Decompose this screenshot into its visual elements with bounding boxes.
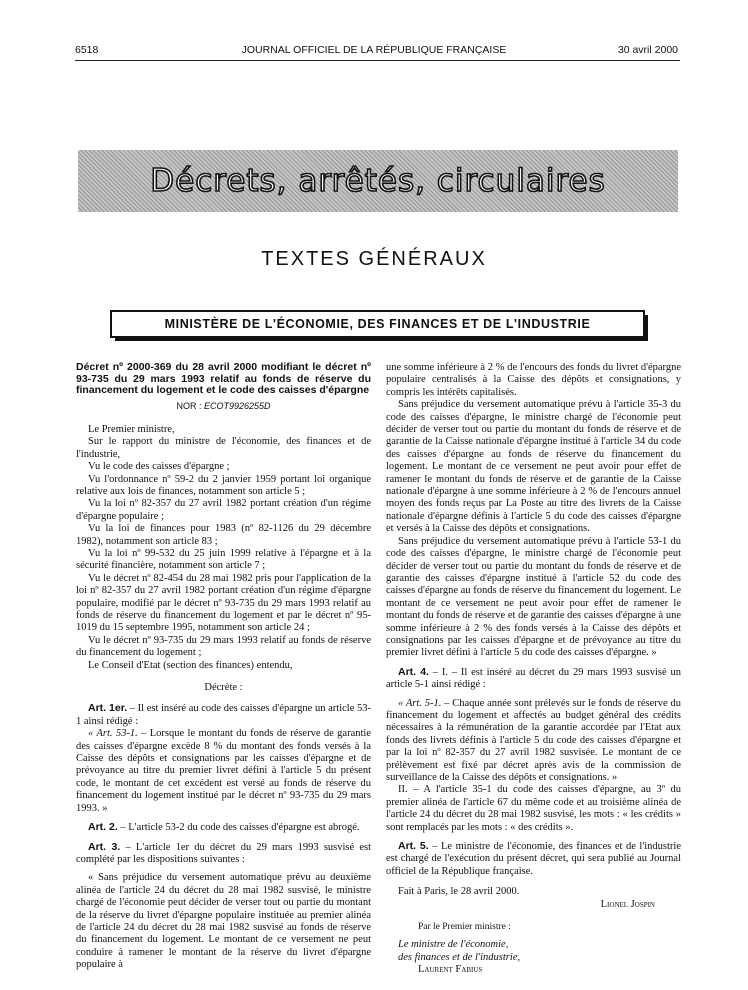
article-3-quote: « Sans préjudice du versement automatique prévu au deuxième alinéa de l'article 24 du décret du 28 mai 1982 susvisé, le ministre chargé de l'économie peut décider de verser tout ou partie du montant de la réserve du livret d'épargne populaire instituée au premier alinéa de l'article 24 du décret du 28 mai 1982 susvisé au fonds de réserve du financement du logement. Le montant de ce versement ne peut conduire à ramener le montant de la réserve du livret d'épargne populaire à (76, 872, 371, 971)
article-2-text: – L'article 53-2 du code des caisses d'épargne est abrogé. (117, 822, 360, 834)
nor-label: NOR : (176, 400, 202, 411)
preamble-line: Vu la loi nº 82-357 du 27 avril 1982 portant création d'un régime d'épargne populaire ; (76, 498, 371, 522)
header-divider (75, 60, 680, 61)
preamble-line: Vu le code des caisses d'épargne ; (88, 461, 230, 473)
article-2-label: Art. 2. (88, 821, 118, 834)
banner-title: Décrets, arrêtés, circulaires (150, 163, 606, 199)
article-5-label: Art. 5. (398, 840, 429, 853)
ministry-box (110, 310, 645, 338)
article-1-quote (76, 728, 371, 815)
article-3 (76, 841, 371, 867)
page-number: 6518 (75, 44, 99, 56)
journal-title: JOURNAL OFFICIEL DE LA RÉPUBLIQUE FRANÇAISE (241, 44, 507, 56)
article-4 (386, 666, 681, 692)
article-1-quote-label: « Art. 53-1. (88, 728, 138, 740)
article-3-quote-continued: une somme inférieure à 2 % de l'encours des fonds du livret d'épargne populaire centralisés à la Caisse des dépôts et consignations, y compris les intérêts capitalisés. (386, 362, 681, 398)
article-4-quote (386, 698, 681, 785)
section-title: TEXTES GÉNÉRAUX (261, 248, 487, 270)
article-1 (76, 702, 371, 728)
signature-place-date: Fait à Paris, le 28 avril 2000. (398, 886, 520, 898)
minister-title: Le ministre de l'économie, (398, 939, 509, 951)
article-5 (386, 840, 681, 878)
preamble-line: Sur le rapport du ministre de l'économie, des finances et de l'industrie, (76, 436, 371, 460)
preamble-line: Vu le décret nº 82-454 du 28 mai 1982 pris pour l'application de la loi nº 82-357 du 27 avril 1982 portant création d'un régime d'épargne populaire, modifié par le décret nº 93-735 du 29 mars 1993 relatif au fonds de réserve du financement du logement et par le décret nº 95-1019 du 15 septembre 1995, notamment son article 24 ; (76, 572, 371, 634)
article-1-quote-text: – Lorsque le montant du fonds de réserve de garantie des caisses d'épargne excède 8 % du montant des fonds versés à la Caisse des dépôts et consignations par les caisses d'épargne et de prévoyance au titre du premier livret défini à l'article 5 du présent code, le montant de cet excédent est versé au fonds de réserve du financement du logement institué par le décret nº 93-735 du 29 mars 1993. » (76, 728, 371, 814)
section-banner (78, 150, 678, 212)
right-column (386, 362, 681, 977)
article-3-paragraph: Sans préjudice du versement automatique prévu à l'article 53-1 du code des caisses d'épargne, le ministre chargé de l'économie peut décider de verser tout ou partie du montant du fonds de réserve et de garantie des caisses d'épargne institué à l'article 52 du code des caisses d'épargne au fonds de réserve du financement du logement. Le montant de ce versement ne peut avoir pour effet de ramener le montant du fonds de réserve et de garantie des caisses d'épargne à une somme inférieure à 2 % des fonds versés à la Caisse des dépôts et consignations par les caisses d'épargne et de prévoyance au titre du premier livret défini à l'article 5 du code des caisses d'épargne. » (386, 535, 681, 659)
signer-name: Lionel Jospin (600, 898, 655, 910)
left-column (76, 362, 371, 972)
minister-name: Laurent Fabius (418, 964, 483, 976)
article-1-text: – Il est inséré au code des caisses d'épargne un article 53-1 ainsi rédigé : (76, 703, 371, 727)
preamble-line: Vu la loi de finances pour 1983 (nº 82-1126 du 29 décembre 1982), notamment son article 83 ; (76, 523, 371, 547)
preamble-line: Vu le décret nº 93-735 du 29 mars 1993 relatif au fonds de réserve du financement du logement ; (76, 634, 371, 659)
article-2 (76, 821, 371, 834)
issue-date: 30 avril 2000 (617, 44, 678, 56)
article-4-label: Art. 4. (398, 665, 429, 678)
preamble-line: Le Conseil d'Etat (section des finances) entendu, (88, 659, 293, 671)
article-4-part-ii: II. – A l'article 35-1 du code des caisses d'épargne, au 3º du premier alinéa de l'article 67 du même code et au troisième alinéa de l'article 24 du décret du 28 mai 1982 susvisé, les mots : « les crédits » sont remplacés par les mots : « des crédits ». (386, 784, 681, 833)
article-4-quote-label: « Art. 5-1. (398, 697, 442, 709)
nor-code: ECOT9926255D (203, 400, 271, 411)
nor-reference (76, 400, 371, 412)
article-4-quote-text: – Chaque année sont prélevés sur le fonds de réserve du financement du logement et affectés au budget général des crédits nécessaires à la rémunération de la garantie accordée par l'Etat aux fonds des livrets définis à l'article 5 du code des caisses d'épargne et par la loi nº 82-357 du 27 avril 1982 susvisée. Le montant de ce prélèvement est fixé par décret après avis de la commission de surveillance de la Caisse des dépôts et consignations. » (386, 697, 681, 783)
decrete-heading: Décrète : (204, 682, 243, 694)
for-prime-minister: Par le Premier ministre : (418, 922, 511, 933)
minister-title-continued: des finances et de l'industrie, (398, 951, 521, 963)
article-3-label: Art. 3. (88, 840, 121, 853)
ministry-name: MINISTÈRE DE L'ÉCONOMIE, DES FINANCES ET DE L'INDUSTRIE (164, 317, 591, 331)
decree-title: Décret nº 2000-369 du 28 avril 2000 modifiant le décret nº 93-735 du 29 mars 1993 relatif au fonds de réserve du financement du logement et le code des caisses d'épargne (76, 361, 371, 396)
preamble-line: Vu l'ordonnance nº 59-2 du 2 janvier 1959 portant loi organique relative aux lois de finances, notamment son article 5 ; (76, 473, 371, 497)
article-3-paragraph: Sans préjudice du versement automatique prévu à l'article 35-3 du code des caisses d'épargne, le ministre chargé de l'économie peut décider de verser tout ou partie du montant du fonds de réserve et de garantie de la Caisse nationale d'épargne institué à l'article 34 du code des caisses d'épargne au fonds de réserve du financement du logement. Le montant de ce versement ne peut avoir pour effet de ramener le montant du fonds de réserve et de garantie de la Caisse nationale d'épargne à une somme inférieure à 2 % de l'encours annuel moyen des fonds reçus par La Poste au titre des livrets de la Caisse nationale d'épargne définis à l'article 5 du code des caisses d'épargne et versés à la Caisse des dépôts et consignations. (386, 399, 681, 535)
article-1-label: Art. 1er. (88, 702, 128, 715)
preamble-line: Vu la loi nº 99-532 du 25 juin 1999 relative à l'épargne et à la sécurité financière, notamment son article 7 ; (76, 547, 371, 572)
article-3-text: – L'article 1er du décret du 29 mars 1993 susvisé est complété par les dispositions suivantes : (76, 841, 371, 865)
article-4-text: – I. – Il est inséré au décret du 29 mars 1993 susvisé un article 5-1 ainsi rédigé : (386, 666, 681, 691)
preamble-line: Le Premier ministre, (88, 423, 175, 435)
article-5-text: – Le ministre de l'économie, des finances et de l'industrie est chargé de l'exécution du présent décret, qui sera publié au Journal officiel de la République française. (386, 841, 681, 877)
